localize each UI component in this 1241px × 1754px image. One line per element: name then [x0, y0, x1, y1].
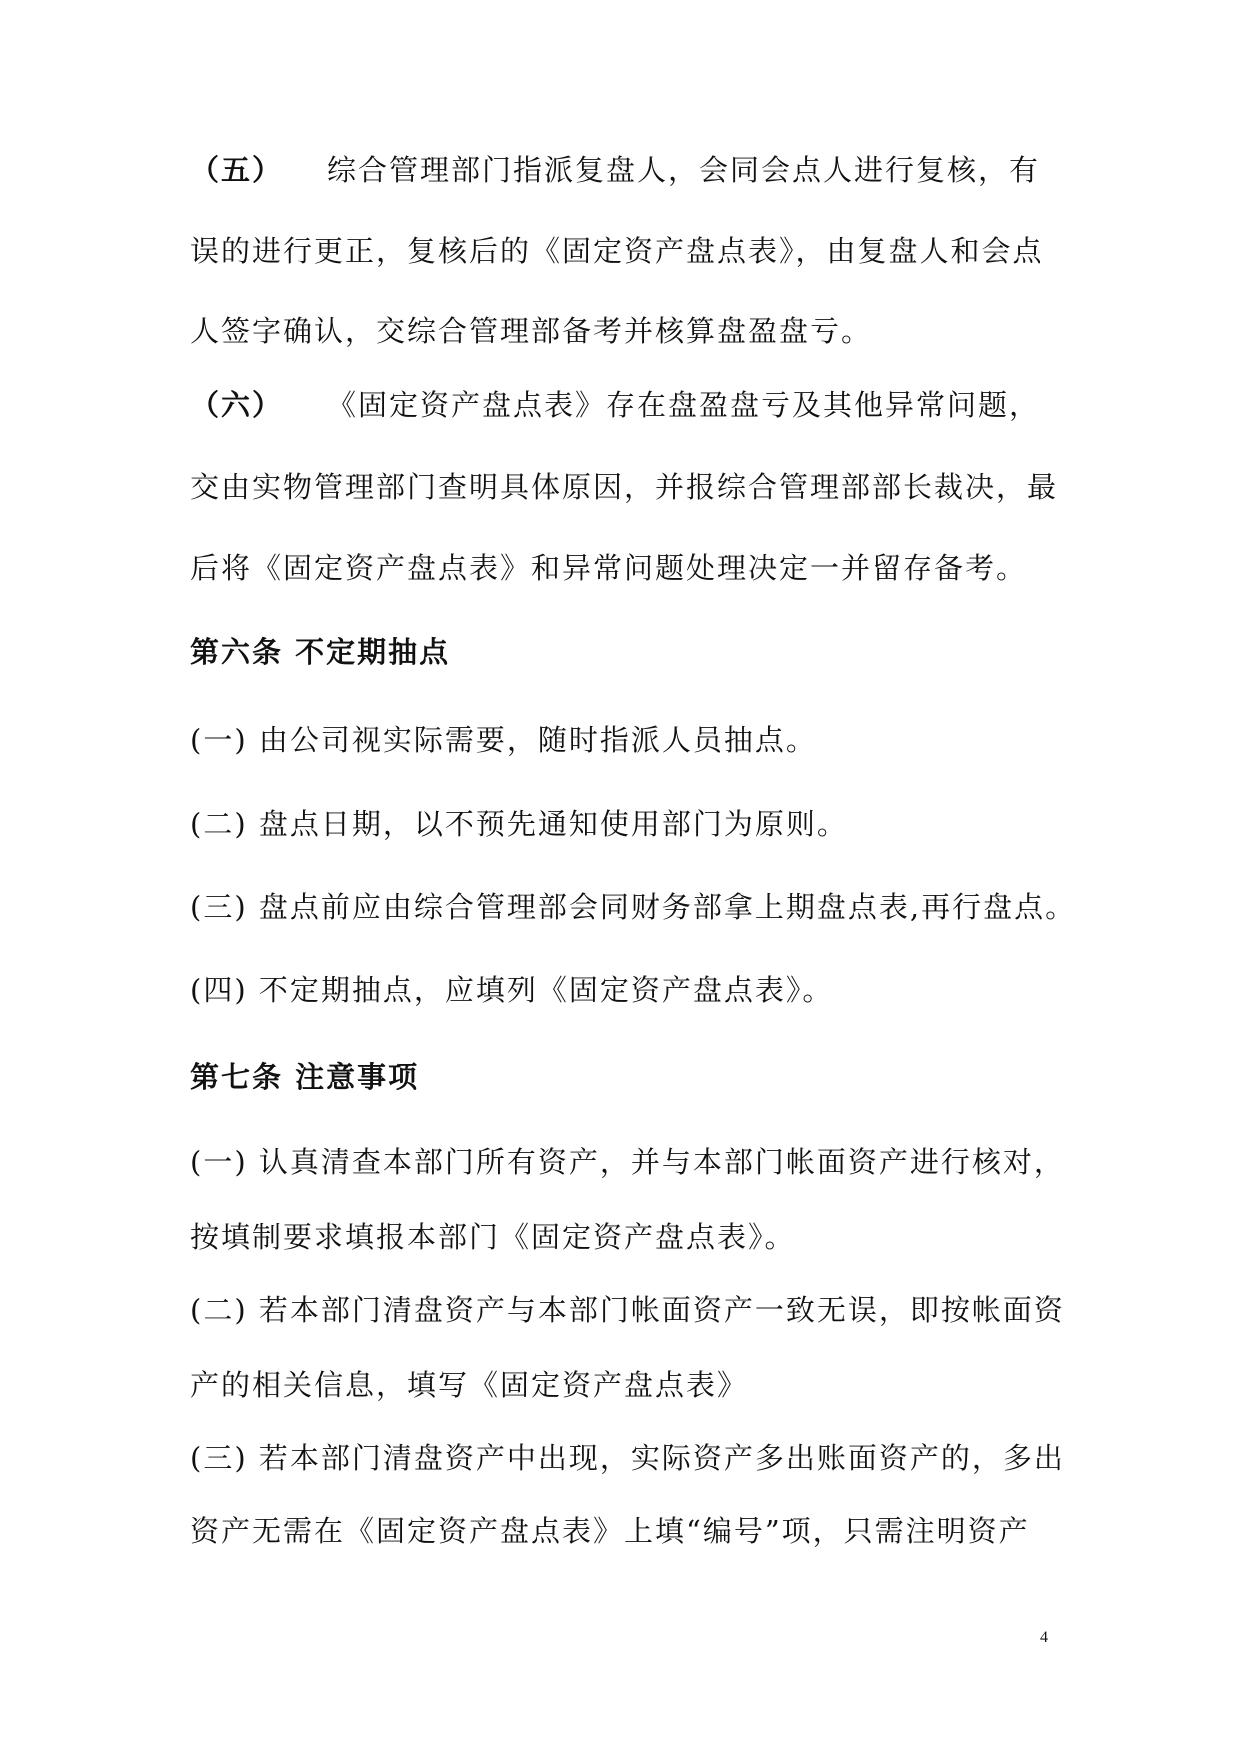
section-6-label: （六）	[190, 388, 284, 422]
article-7-item-2-line-2: 产的相关信息，填写《固定资产盘点表》	[190, 1368, 749, 1402]
section-6-text-1: 《固定资产盘点表》存在盘盈盘亏及其他异常问题，	[327, 388, 1041, 422]
page-number: 4	[1040, 1629, 1048, 1646]
article-6-item-2: (二) 盘点日期，以不预先通知使用部门为原则。	[190, 807, 848, 841]
section-5-text-1: 综合管理部门指派复盘人，会同会点人进行复核，有	[327, 153, 1041, 187]
section-5-line-3: 人签字确认，交综合管理部备考并核算盘盈盘亏。	[190, 314, 873, 348]
article-7-item-1-line-1: (一) 认真清查本部门所有资产，并与本部门帐面资产进行核对，	[190, 1145, 1065, 1179]
section-6-line-3: 后将《固定资产盘点表》和异常问题处理决定一并留存备考。	[190, 551, 1028, 585]
article-7-item-3-line-2: 资产无需在《固定资产盘点表》上填“编号”项，只需注明资产	[190, 1514, 1030, 1548]
section-5-line-1	[190, 150, 1070, 190]
section-5-label: （五）	[190, 153, 284, 187]
article-6-item-3: (三) 盘点前应由综合管理部会同财务部拿上期盘点表,再行盘点。	[190, 890, 1077, 924]
article-6-heading: 第六条 不定期抽点	[190, 635, 451, 669]
article-7-item-1-line-2: 按填制要求填报本部门《固定资产盘点表》。	[190, 1220, 796, 1254]
section-5-line-2: 误的进行更正，复核后的《固定资产盘点表》，由复盘人和会点	[190, 234, 1044, 268]
section-6-line-1	[190, 385, 1070, 425]
article-7-heading: 第七条 注意事项	[190, 1060, 420, 1094]
article-7-item-3-line-1: (三) 若本部门清盘资产中出现，实际资产多出账面资产的，多出	[190, 1441, 1065, 1475]
article-7-item-2-line-1: (二) 若本部门清盘资产与本部门帐面资产一致无误，即按帐面资	[190, 1293, 1065, 1327]
article-6-item-4: (四) 不定期抽点，应填列《固定资产盘点表》。	[190, 973, 834, 1007]
article-6-item-1: (一) 由公司视实际需要，随时指派人员抽点。	[190, 723, 817, 757]
section-6-line-2: 交由实物管理部门查明具体原因，并报综合管理部部长裁决，最	[190, 470, 1059, 504]
